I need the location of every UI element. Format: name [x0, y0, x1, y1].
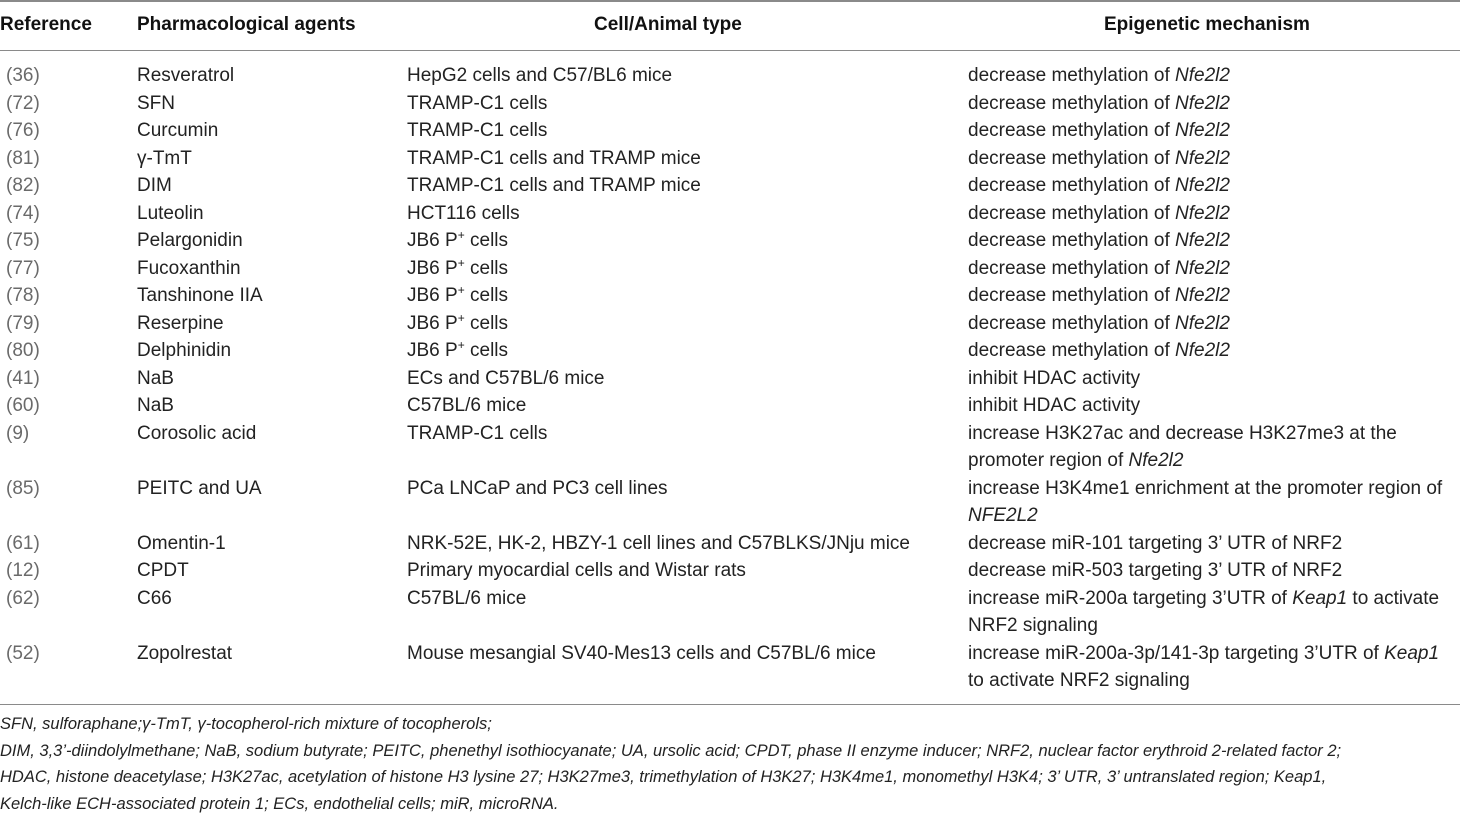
mechanism-line — [968, 447, 1460, 475]
mechanism-cell: decrease miR-503 targeting 3’ UTR of NRF2 — [968, 557, 1460, 585]
cell-type-cell — [407, 337, 952, 365]
gene-name: NFE2L2 — [968, 505, 1038, 526]
cell-type-cell: HCT116 cells — [407, 200, 952, 228]
mechanism-text: decrease methylation of — [968, 65, 1175, 86]
mechanism-text: decrease methylation of — [968, 120, 1175, 141]
mechanism-cell — [968, 255, 1460, 283]
mechanism-text: decrease methylation of — [968, 93, 1175, 114]
header-cell-animal-type: Cell/Animal type — [594, 13, 742, 37]
gene-name: Nfe2l2 — [1175, 148, 1230, 169]
mechanism-cell: decrease miR-101 targeting 3’ UTR of NRF2 — [968, 530, 1460, 558]
reference-cell: (75) — [6, 227, 40, 255]
reference-cell: (76) — [6, 117, 40, 145]
gene-name: Nfe2l2 — [1129, 450, 1184, 471]
cell-text-suffix: cells — [465, 258, 508, 279]
agent-cell: Resveratrol — [137, 62, 234, 90]
cell-type-cell: TRAMP-C1 cells and TRAMP mice — [407, 145, 952, 173]
cell-text-suffix: cells — [465, 313, 508, 334]
table-header-rule — [0, 50, 1460, 51]
mechanism-cell — [968, 145, 1460, 173]
reference-cell: (12) — [6, 557, 40, 585]
reference-cell: (85) — [6, 475, 40, 503]
mechanism-cell — [968, 62, 1460, 90]
mechanism-cell — [968, 310, 1460, 338]
cell-type-cell: TRAMP-C1 cells — [407, 117, 952, 145]
agent-cell: C66 — [137, 585, 172, 613]
footnote-line: HDAC, histone deacetylase; H3K27ac, acetylation of histone H3 lysine 27; H3K27me3, trimethylation of H3K27; H3K4me1, monomethyl H3K4; 3’ UTR, 3’ untranslated region; Keap1, — [0, 764, 1460, 791]
table-bottom-rule — [0, 704, 1460, 705]
cell-type-cell — [407, 310, 952, 338]
reference-cell: (81) — [6, 145, 40, 173]
agent-cell: Fucoxanthin — [137, 255, 241, 283]
mechanism-cell: inhibit HDAC activity — [968, 365, 1460, 393]
table-row — [0, 255, 1460, 283]
mechanism-text: increase miR-200a targeting 3’UTR of — [968, 588, 1292, 609]
mechanism-text: decrease methylation of — [968, 258, 1175, 279]
agent-cell: DIM — [137, 172, 172, 200]
table-footnote — [0, 711, 1460, 817]
table-row — [0, 62, 1460, 90]
cell-type-cell: C57BL/6 mice — [407, 392, 952, 420]
gene-name: Keap1 — [1292, 588, 1347, 609]
cell-type-cell: TRAMP-C1 cells — [407, 90, 952, 118]
reference-cell: (78) — [6, 282, 40, 310]
mechanism-cell: inhibit HDAC activity — [968, 392, 1460, 420]
mechanism-cell — [968, 585, 1460, 640]
gene-name: Nfe2l2 — [1175, 65, 1230, 86]
table-row — [0, 392, 1460, 420]
mechanism-text: decrease methylation of — [968, 340, 1175, 361]
cell-text-suffix: cells — [465, 340, 508, 361]
gene-name: Nfe2l2 — [1175, 340, 1230, 361]
mechanism-cell — [968, 420, 1460, 475]
table-row — [0, 310, 1460, 338]
mechanism-cell — [968, 117, 1460, 145]
cell-text: JB6 P — [407, 258, 458, 279]
agent-cell: NaB — [137, 392, 174, 420]
mechanism-cell — [968, 200, 1460, 228]
superscript-plus: + — [458, 311, 465, 325]
table-row — [0, 145, 1460, 173]
table-row — [0, 640, 1460, 695]
reference-cell: (52) — [6, 640, 40, 668]
cell-text-suffix: cells — [465, 230, 508, 251]
table-row — [0, 90, 1460, 118]
footnote-line: SFN, sulforaphane;γ-TmT, γ-tocopherol-rich mixture of tocopherols; — [0, 711, 1460, 738]
reference-cell: (77) — [6, 255, 40, 283]
mechanism-line — [968, 502, 1460, 530]
mechanism-cell — [968, 227, 1460, 255]
mechanism-line: to activate NRF2 signaling — [968, 667, 1460, 695]
mechanism-text: decrease methylation of — [968, 313, 1175, 334]
agent-cell: Delphinidin — [137, 337, 231, 365]
cell-type-cell: Mouse mesangial SV40-Mes13 cells and C57BL/6 mice — [407, 640, 952, 668]
superscript-plus: + — [458, 283, 465, 297]
table-row — [0, 282, 1460, 310]
table-row — [0, 475, 1460, 530]
reference-cell: (82) — [6, 172, 40, 200]
mechanism-cell — [968, 172, 1460, 200]
mechanism-text: decrease methylation of — [968, 230, 1175, 251]
mechanism-line — [968, 640, 1460, 668]
gene-name: Nfe2l2 — [1175, 285, 1230, 306]
mechanism-cell — [968, 90, 1460, 118]
agent-cell: PEITC and UA — [137, 475, 262, 503]
cell-type-cell: TRAMP-C1 cells — [407, 420, 952, 448]
mechanism-text: decrease methylation of — [968, 285, 1175, 306]
cell-type-cell — [407, 282, 952, 310]
reference-cell: (72) — [6, 90, 40, 118]
table-row — [0, 420, 1460, 475]
reference-cell: (80) — [6, 337, 40, 365]
agent-cell: Zopolrestat — [137, 640, 232, 668]
table-row — [0, 200, 1460, 228]
cell-text-suffix: cells — [465, 285, 508, 306]
cell-text: JB6 P — [407, 230, 458, 251]
gene-name: Nfe2l2 — [1175, 313, 1230, 334]
cell-type-cell: NRK-52E, HK-2, HBZY-1 cell lines and C57BLKS/JNju mice — [407, 530, 952, 558]
table-row — [0, 557, 1460, 585]
cell-type-cell — [407, 227, 952, 255]
mechanism-cell — [968, 282, 1460, 310]
mechanism-text: promoter region of — [968, 450, 1129, 471]
agent-cell: NaB — [137, 365, 174, 393]
reference-cell: (36) — [6, 62, 40, 90]
reference-cell: (9) — [6, 420, 29, 448]
header-pharmacological-agents: Pharmacological agents — [137, 13, 356, 37]
table-row — [0, 117, 1460, 145]
gene-name: Nfe2l2 — [1175, 120, 1230, 141]
footnote-line: Kelch-like ECH-associated protein 1; ECs, endothelial cells; miR, microRNA. — [0, 791, 1460, 817]
table-row — [0, 365, 1460, 393]
table-row — [0, 585, 1460, 640]
mechanism-text-suffix: to activate — [1347, 588, 1439, 609]
superscript-plus: + — [458, 228, 465, 242]
cell-type-cell: TRAMP-C1 cells and TRAMP mice — [407, 172, 952, 200]
gene-name: Nfe2l2 — [1175, 93, 1230, 114]
agent-cell: Curcumin — [137, 117, 218, 145]
reference-cell: (74) — [6, 200, 40, 228]
mechanism-text: increase miR-200a-3p/141-3p targeting 3’UTR of — [968, 643, 1384, 664]
agent-cell: Corosolic acid — [137, 420, 256, 448]
header-reference: Reference — [0, 13, 92, 37]
header-epigenetic-mechanism: Epigenetic mechanism — [1104, 13, 1310, 37]
agent-cell: Tanshinone IIA — [137, 282, 263, 310]
cell-type-cell: C57BL/6 mice — [407, 585, 952, 613]
footnote-line: DIM, 3,3’-diindolylmethane; NaB, sodium butyrate; PEITC, phenethyl isothiocyanate; UA, ursolic acid; CPDT, phase II enzyme inducer; NRF2, nuclear factor erythroid 2-related factor 2; — [0, 738, 1460, 765]
mechanism-text: decrease methylation of — [968, 203, 1175, 224]
cell-type-cell: Primary myocardial cells and Wistar rats — [407, 557, 952, 585]
reference-cell: (79) — [6, 310, 40, 338]
mechanism-line: NRF2 signaling — [968, 612, 1460, 640]
gene-name: Keap1 — [1384, 643, 1439, 664]
cell-type-cell: PCa LNCaP and PC3 cell lines — [407, 475, 952, 503]
cell-text: JB6 P — [407, 285, 458, 306]
mechanism-cell — [968, 475, 1460, 530]
reference-cell: (60) — [6, 392, 40, 420]
table-row — [0, 227, 1460, 255]
gene-name: Nfe2l2 — [1175, 258, 1230, 279]
mechanism-line: increase H3K27ac and decrease H3K27me3 at the — [968, 420, 1460, 448]
agent-cell: Reserpine — [137, 310, 224, 338]
agent-cell: Pelargonidin — [137, 227, 243, 255]
agent-cell: γ-TmT — [137, 145, 192, 173]
agent-cell: SFN — [137, 90, 175, 118]
agent-cell: CPDT — [137, 557, 189, 585]
agent-cell: Omentin-1 — [137, 530, 226, 558]
superscript-plus: + — [458, 338, 465, 352]
reference-cell: (62) — [6, 585, 40, 613]
reference-cell: (41) — [6, 365, 40, 393]
cell-type-cell — [407, 255, 952, 283]
gene-name: Nfe2l2 — [1175, 203, 1230, 224]
mechanism-line: increase H3K4me1 enrichment at the promoter region of — [968, 475, 1460, 503]
table-header — [0, 0, 1460, 50]
table-body — [0, 62, 1460, 695]
table-row — [0, 530, 1460, 558]
cell-text: JB6 P — [407, 313, 458, 334]
mechanism-cell — [968, 640, 1460, 695]
gene-name: Nfe2l2 — [1175, 175, 1230, 196]
mechanism-line — [968, 585, 1460, 613]
cell-type-cell: ECs and C57BL/6 mice — [407, 365, 952, 393]
mechanism-text: decrease methylation of — [968, 175, 1175, 196]
table-row — [0, 337, 1460, 365]
agent-cell: Luteolin — [137, 200, 204, 228]
cell-text: JB6 P — [407, 340, 458, 361]
reference-cell: (61) — [6, 530, 40, 558]
cell-type-cell: HepG2 cells and C57/BL6 mice — [407, 62, 952, 90]
mechanism-cell — [968, 337, 1460, 365]
superscript-plus: + — [458, 256, 465, 270]
table-row — [0, 172, 1460, 200]
mechanism-text: decrease methylation of — [968, 148, 1175, 169]
gene-name: Nfe2l2 — [1175, 230, 1230, 251]
